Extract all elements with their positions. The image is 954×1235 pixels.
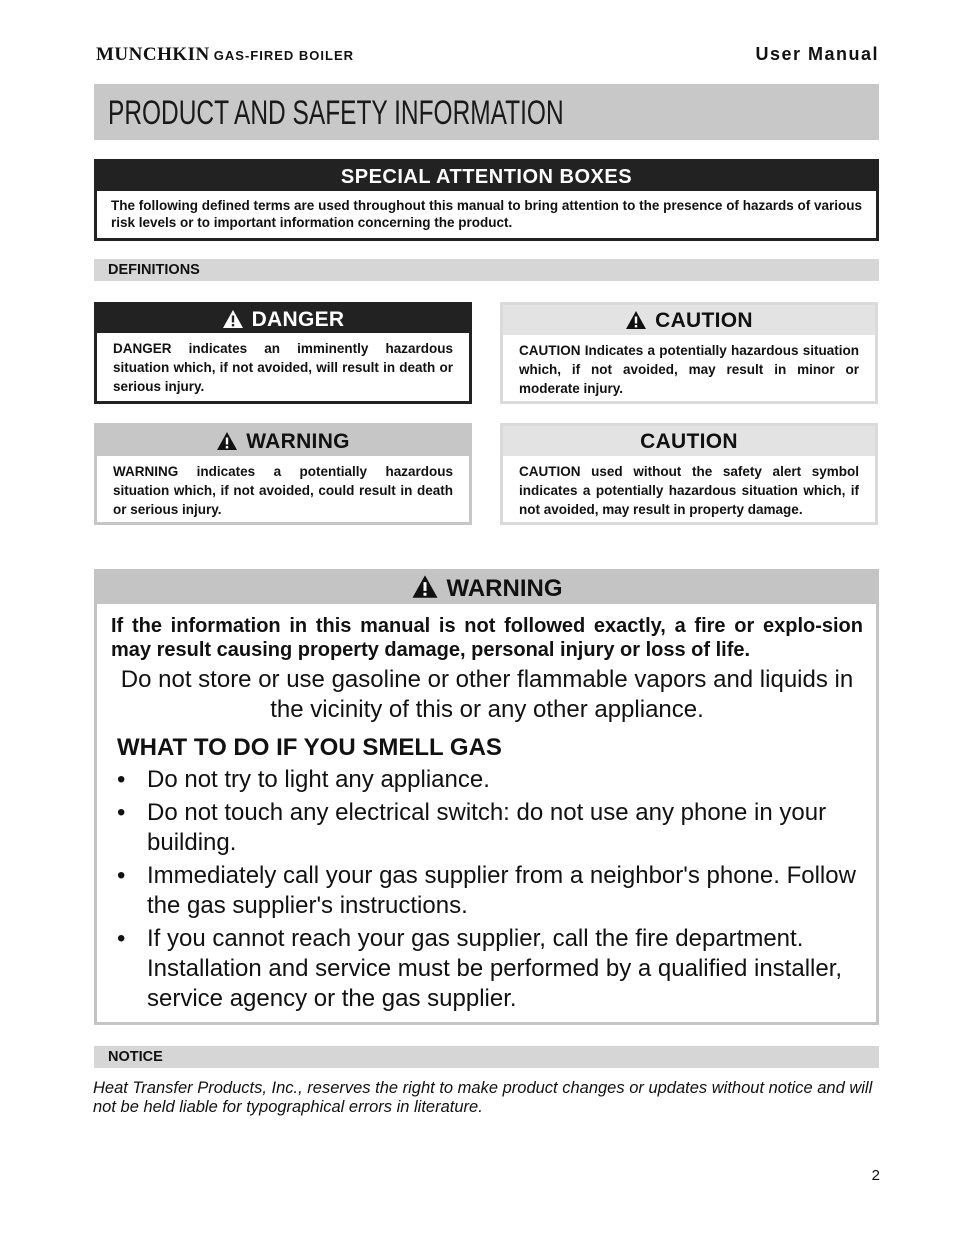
- definitions-bar: [94, 259, 879, 281]
- caution-plain-box: [500, 423, 878, 525]
- list-item: • If you cannot reach your gas supplier, call the fire department. Installation and service must be performed by a qualified installer, service agency or the gas supplier.: [117, 924, 862, 1014]
- gas-warning-title: WARNING: [446, 575, 563, 602]
- special-attention-text: The following defined terms are used throughout this manual to bring attention to the presence of hazards of various risk levels or to important information concerning the product.: [111, 198, 862, 230]
- special-attention-title: SPECIAL ATTENTION BOXES: [97, 162, 876, 191]
- warning-box: [94, 423, 472, 525]
- brand-logo: [96, 44, 354, 66]
- danger-text: DANGER indicates an imminently hazardous situation which, if not avoided, will result in death or serious injury.: [113, 341, 453, 394]
- page-header: [96, 44, 879, 68]
- brand-subtitle: GAS-FIRED BOILER: [213, 48, 355, 63]
- warning-triangle-icon: [216, 431, 238, 451]
- notice-bar: [94, 1046, 879, 1068]
- brand-name: MUNCHKIN: [96, 44, 210, 65]
- warning-header: [97, 426, 469, 456]
- page-title-bar: [94, 84, 879, 140]
- page-number: 2: [871, 1167, 880, 1184]
- definitions-label: DEFINITIONS: [108, 262, 200, 278]
- danger-title: DANGER: [251, 308, 345, 331]
- smell-gas-list: [117, 765, 862, 1017]
- doc-type: User Manual: [755, 44, 879, 64]
- danger-box: [94, 302, 472, 404]
- notice-text: Heat Transfer Products, Inc., reserves the right to make product changes or updates without notice and will not be held liable for typographical errors in literature.: [93, 1079, 873, 1116]
- fire-explosion-text: If the information in this manual is not followed exactly, a fire or explo-sion may result causing property damage, personal injury or loss of life.: [111, 615, 863, 661]
- notice-label: NOTICE: [108, 1049, 163, 1065]
- special-attention-box: [94, 159, 879, 241]
- warning-triangle-icon: [411, 574, 439, 599]
- page-title: PRODUCT AND SAFETY INFORMATION: [108, 94, 564, 132]
- warning-triangle-icon: [625, 310, 647, 330]
- caution-plain-text: CAUTION used without the safety alert symbol indicates a potentially hazardous situation which, if not avoided, may result in property damage.: [519, 464, 859, 517]
- flammable-vapors-text: Do not store or use gasoline or other flammable vapors and liquids in the vicinity of this or any other appliance.: [120, 666, 854, 723]
- warning-text: WARNING indicates a potentially hazardous situation which, if not avoided, could result in death or serious injury.: [113, 464, 453, 517]
- caution-box: [500, 302, 878, 404]
- list-item: • Do not touch any electrical switch: do not use any phone in your building.: [117, 798, 862, 858]
- smell-gas-heading: WHAT TO DO IF YOU SMELL GAS: [117, 734, 502, 761]
- list-item: • Do not try to light any appliance.: [117, 765, 862, 795]
- caution-plain-title: CAUTION: [503, 426, 875, 456]
- danger-header: [97, 305, 469, 333]
- caution-title: CAUTION: [655, 309, 753, 332]
- list-item: • Immediately call your gas supplier from a neighbor's phone. Follow the gas supplier's instructions.: [117, 861, 862, 921]
- gas-warning-box: [94, 569, 879, 1025]
- caution-text: CAUTION Indicates a potentially hazardous situation which, if not avoided, may result in minor or moderate injury.: [519, 343, 859, 396]
- caution-header: [503, 305, 875, 335]
- warning-title: WARNING: [246, 430, 350, 453]
- warning-triangle-icon: [222, 309, 244, 329]
- gas-warning-header: [97, 572, 876, 604]
